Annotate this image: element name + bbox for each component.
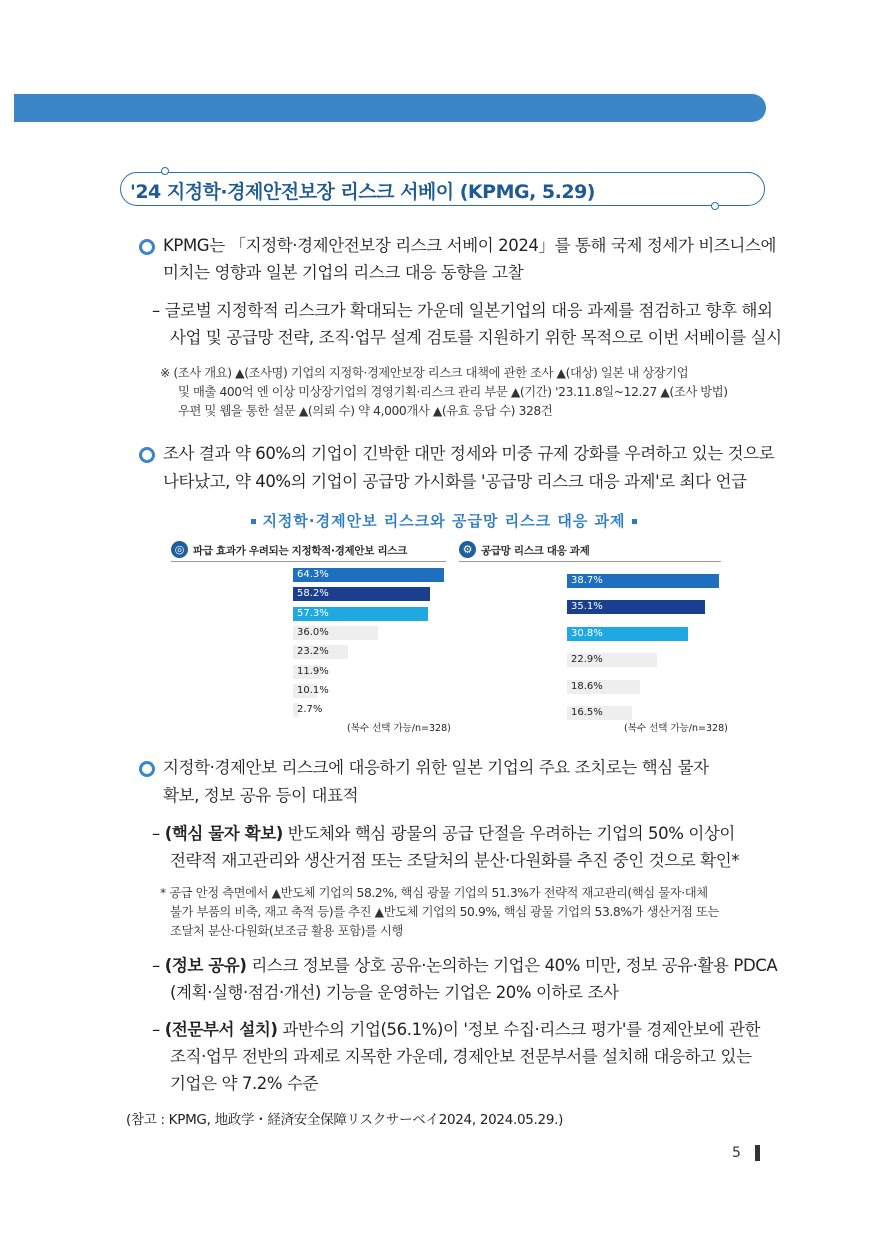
item2-label: (정보 공유) (164, 956, 247, 975)
right-chart-note: (복수 선택 가능/n=328) (624, 723, 728, 734)
right-chart-subtitle: 공급망 리스크 대응 과제 (481, 545, 590, 557)
item2-line1: – (정보 공유) 리스크 정보를 상호 공유·논의하는 기업은 40% 미만, 정보 공유·활용 PDCA (152, 956, 778, 975)
chart-title (0, 510, 888, 531)
item3-label: (전문부서 설치) (164, 1020, 278, 1039)
item1-note-line1: * 공급 안정 측면에서 ▲반도체 기업의 58.2%, 핵심 광물 기업의 51.3%가 전략적 재고관리(핵심 물자·대체 (160, 886, 708, 900)
chart-value-label: 57.3% (297, 607, 329, 619)
bullet-circle-icon (139, 447, 155, 463)
section-header-band (14, 94, 766, 122)
chart-value-label: 10.1% (297, 684, 329, 696)
chart-title-text: 지정학·경제안보 리스크와 공급망 리스크 대응 과제 (262, 512, 626, 530)
left-chart-subtitle: 파급 효과가 우려되는 지정학적·경제안보 리스크 (193, 545, 407, 557)
square-icon (632, 519, 637, 524)
bullet-circle-icon (139, 761, 155, 777)
title-box-dot-left (161, 167, 169, 175)
bullet-circle-icon (139, 239, 155, 255)
chart-value-label: 23.2% (297, 646, 329, 658)
item3-text: 과반수의 기업(56.1%)이 '정보 수집·리스크 평가'를 경제안보에 관한 (277, 1020, 761, 1039)
section-label: 산업·기술 동향 (774, 8, 862, 24)
para2-line1: 조사 결과 약 60%의 기업이 긴박한 대만 정세와 미중 규제 강화를 우려하고 있는 것으로 (163, 444, 775, 463)
reference-note: (참고 : KPMG, 地政学・経済安全保障リスクサーベイ2024, 2024.05.29.) (126, 1112, 564, 1128)
chart-value-label: 2.7% (297, 704, 323, 716)
chart-value-label: 22.9% (571, 654, 603, 666)
title-box-dot-right (711, 202, 719, 210)
chart-value-label: 18.6% (571, 680, 603, 692)
chart-value-label: 16.5% (571, 707, 603, 718)
item1-note-line2: 불가 부품의 비축, 재고 축적 등)를 추진 ▲반도체 기업의 50.9%, 핵심 광물 기업의 53.8%가 생산거점 또는 (170, 905, 719, 919)
item2-text: 리스크 정보를 상호 공유·논의하는 기업은 40% 미만, 정보 공유·활용 PDCA (246, 956, 778, 975)
para3-line2: 확보, 정보 공유 등이 대표적 (163, 786, 359, 805)
survey-note-line2: 및 매출 400억 엔 이상 미상장기업의 경영기획·리스크 관리 부문 ▲(기간) '23.11.8일~12.27 ▲(조사 방법) (178, 385, 728, 399)
chart-value-label: 36.0% (297, 626, 329, 638)
item3-line3: 기업은 약 7.2% 수준 (170, 1074, 319, 1093)
chart-value-label: 11.9% (297, 665, 329, 677)
right-chart-divider (459, 561, 721, 562)
para1-line1: KPMG는 「지정학·경제안전보장 리스크 서베이 2024」를 통해 국제 정세가 비즈니스에 (163, 236, 777, 255)
item3-line1: – (전문부서 설치) 과반수의 기업(56.1%)이 '정보 수집·리스크 평가'를 경제안보에 관한 (152, 1020, 761, 1039)
para2-line2: 나타났고, 약 40%의 기업이 공급망 가시화를 '공급망 리스크 대응 과제'로 최다 언급 (163, 472, 747, 491)
square-icon (251, 519, 256, 524)
chart-value-label: 38.7% (571, 575, 603, 586)
page-number: 5 (732, 1145, 741, 1161)
survey-note-line3: 우편 및 웹을 통한 설문 ▲(의뢰 수) 약 4,000개사 ▲(유효 응답 수) 328건 (178, 404, 553, 418)
item1-text: 반도체와 핵심 광물의 공급 단절을 우려하는 기업의 50% 이상이 (282, 824, 735, 843)
item1-line2: 전략적 재고관리와 생산거점 또는 조달처의 분산·다원화를 추진 중인 것으로 확인* (170, 851, 740, 870)
chart-value-label: 35.1% (571, 601, 603, 613)
page-number-bar (755, 1145, 760, 1161)
supply-chain-icon: ⚙ (459, 541, 476, 558)
item1-note-line3: 조달처 분산·다원화(보조금 활용 포함)를 시행 (170, 924, 403, 938)
globe-icon: ◎ (171, 541, 188, 558)
chart-value-label: 64.3% (297, 569, 329, 580)
survey-note-line1: ※ (조사 개요) ▲(조사명) 기업의 지정학·경제안보장 리스크 대책에 관한 조사 ▲(대상) 일본 내 상장기업 (160, 366, 689, 380)
article-title: '24 지정학·경제안전보장 리스크 서베이 (KPMG, 5.29) (130, 181, 595, 203)
item3-line2: 조직·업무 전반의 과제로 지목한 가운데, 경제안보 전문부서를 설치해 대응하고 있는 (170, 1047, 752, 1066)
para3-line1: 지정학·경제안보 리스크에 대응하기 위한 일본 기업의 주요 조치로는 핵심 물자 (163, 758, 709, 777)
chart-value-label: 30.8% (571, 627, 603, 639)
item1-line1: – (핵심 물자 확보) 반도체와 핵심 광물의 공급 단절을 우려하는 기업의 50% 이상이 (152, 824, 735, 843)
item1-label: (핵심 물자 확보) (164, 824, 283, 843)
para1-sub-line2: 사업 및 공급망 전략, 조직·업무 설계 검토를 지원하기 위한 목적으로 이번 서베이를 실시 (170, 328, 782, 347)
item2-line2: (계획·실행·점검·개선) 기능을 운영하는 기업은 20% 이하로 조사 (170, 983, 619, 1002)
chart-value-label: 58.2% (297, 588, 329, 600)
left-chart-note: (복수 선택 가능/n=328) (347, 723, 451, 734)
para1-sub-line1: – 글로벌 지정학적 리스크가 확대되는 가운데 일본기업의 대응 과제를 점검하고 향후 해외 (152, 301, 773, 320)
left-chart-divider (171, 561, 446, 562)
para1-line2: 미치는 영향과 일본 기업의 리스크 대응 동향을 고찰 (163, 263, 524, 282)
